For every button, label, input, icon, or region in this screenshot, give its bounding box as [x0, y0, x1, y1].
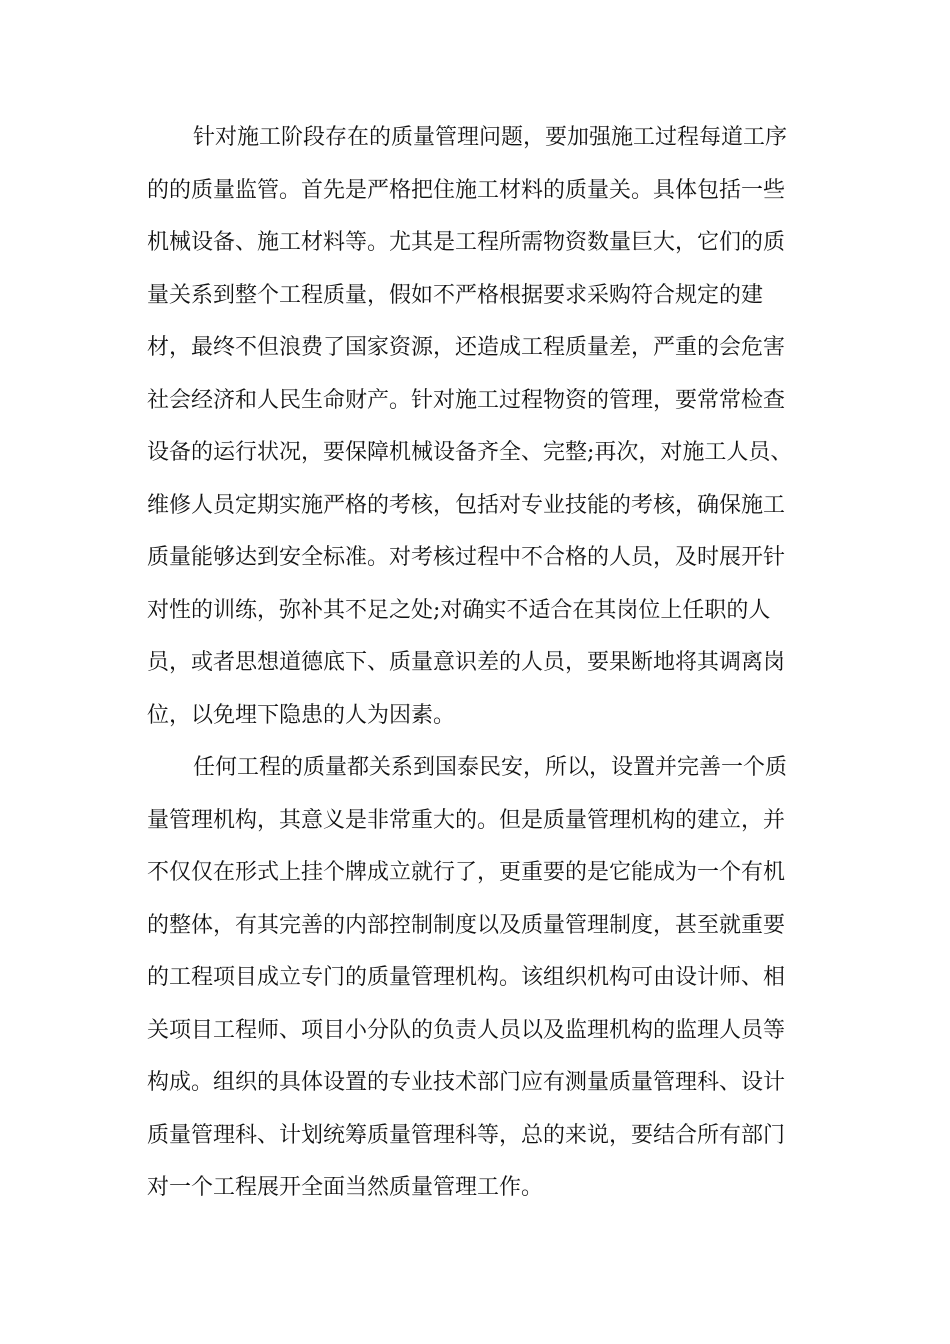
text-line: 的工程项目成立专门的质量管理机构。该组织机构可由设计师、相 — [147, 965, 786, 990]
text-line: 设备的运行状况，要保障机械设备齐全、完整;再次，对施工人员、 — [147, 440, 793, 465]
paragraph-1 — [147, 112, 807, 742]
text-line: 社会经济和人民生命财产。针对施工过程物资的管理，要常常检查 — [147, 387, 786, 413]
text-line: 的整体，有其完善的内部控制制度以及质量管理制度，甚至就重要 — [147, 912, 786, 938]
text-line: 位，以免埋下隐患的人为因素。 — [147, 702, 456, 728]
text-line: 针对施工阶段存在的质量管理问题，要加强施工过程每道工序 — [193, 125, 788, 150]
paragraph-2 — [147, 742, 807, 1215]
text-line: 不仅仅在形式上挂个牌成立就行了，更重要的是它能成为一个有机 — [147, 860, 786, 885]
text-line: 关项目工程师、项目小分队的负责人员以及监理机构的监理人员等 — [147, 1017, 786, 1043]
text-line: 对一个工程展开全面当然质量管理工作。 — [147, 1175, 544, 1200]
text-line: 材，最终不但浪费了国家资源，还造成工程质量差，严重的会危害 — [147, 335, 786, 360]
text-line: 量关系到整个工程质量，假如不严格根据要求采购符合规定的建 — [147, 282, 764, 308]
text-line: 的的质量监管。首先是严格把住施工材料的质量关。具体包括一些 — [147, 177, 786, 203]
text-line: 维修人员定期实施严格的考核，包括对专业技能的考核，确保施工 — [147, 492, 786, 518]
text-line: 任何工程的质量都关系到国泰民安，所以，设置并完善一个质 — [193, 755, 788, 780]
text-line: 机械设备、施工材料等。尤其是工程所需物资数量巨大，它们的质 — [147, 230, 786, 255]
text-line: 质量能够达到安全标准。对考核过程中不合格的人员，及时展开针 — [147, 545, 786, 570]
text-line: 对性的训练，弥补其不足之处;对确实不适合在其岗位上任职的人 — [147, 597, 771, 623]
text-line: 质量管理科、计划统筹质量管理科等，总的来说，要结合所有部门 — [147, 1122, 786, 1148]
text-line: 员，或者思想道德底下、质量意识差的人员，要果断地将其调离岗 — [147, 650, 786, 675]
text-line: 量管理机构，其意义是非常重大的。但是质量管理机构的建立，并 — [147, 807, 786, 833]
document-body — [147, 112, 807, 1215]
text-line: 构成。组织的具体设置的专业技术部门应有测量质量管理科、设计 — [147, 1070, 786, 1095]
